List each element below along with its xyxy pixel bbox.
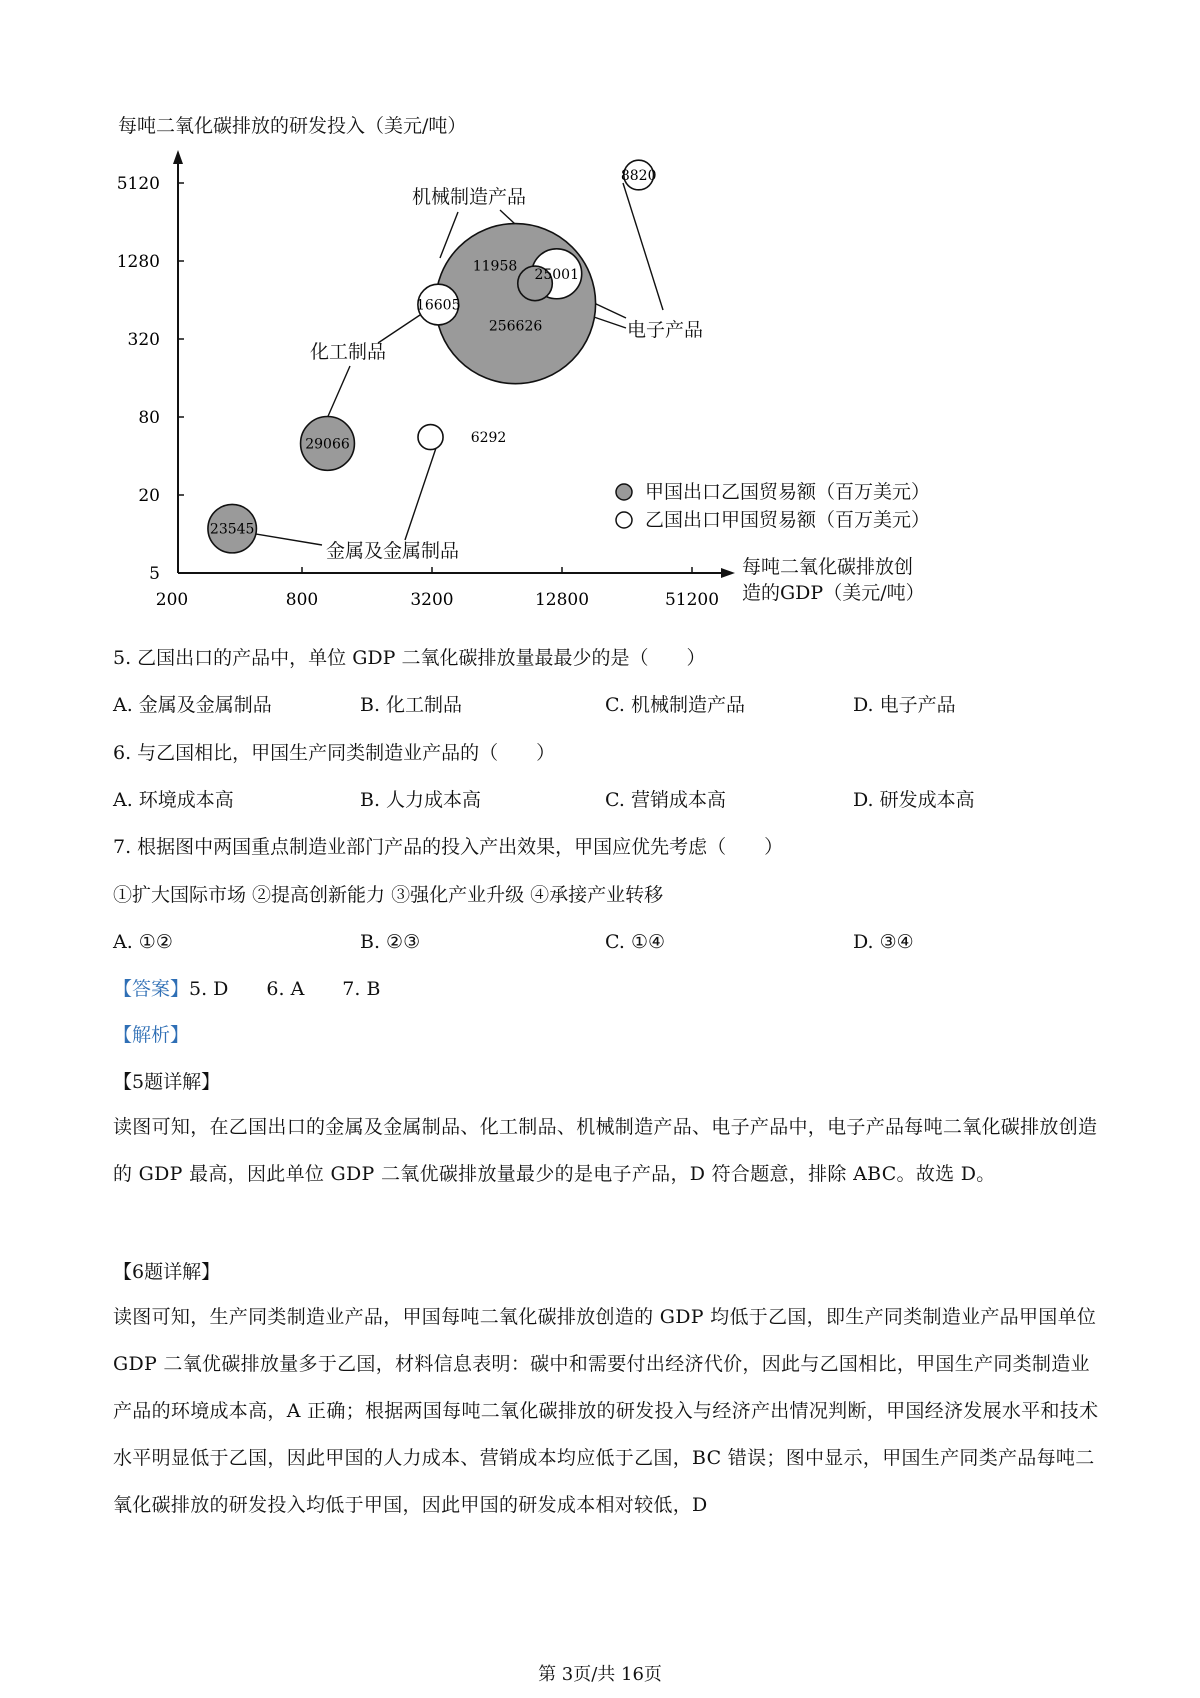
y-axis-label: 每吨二氧化碳排放的研发投入（美元/吨） — [118, 115, 467, 137]
legend-label-yi: 乙国出口甲国贸易额（百万美元） — [645, 509, 931, 531]
q7-option-b: B. ②③ — [360, 931, 421, 953]
q5-option-d: D. 电子产品 — [853, 694, 956, 716]
x-axis-label-line2: 造的GDP（美元/吨） — [742, 582, 925, 604]
legend-symbol-0 — [616, 484, 632, 500]
bubble-label-25001: 25001 — [534, 266, 579, 283]
y-tick-label: 5 — [149, 564, 160, 584]
y-tick-label: 80 — [138, 408, 160, 428]
q5-option-a: A. 金属及金属制品 — [113, 694, 272, 716]
y-tick-label: 1280 — [116, 252, 160, 272]
q6-detail-heading: 【6题详解】 — [113, 1261, 221, 1283]
q6-option-b: B. 人力成本高 — [360, 789, 482, 811]
x-tick-label: 51200 — [664, 590, 720, 610]
q6-option-d: D. 研发成本高 — [853, 789, 975, 811]
q5-option-c: C. 机械制造产品 — [605, 694, 745, 716]
y-axis-arrow — [173, 150, 183, 164]
bubbles — [208, 160, 657, 553]
bubble-label-8820: 8820 — [620, 168, 657, 185]
annotation-metals: 金属及金属制品 — [326, 540, 460, 562]
bubble-6292 — [418, 425, 443, 450]
bubble-label-16605: 16605 — [415, 297, 461, 314]
q5-detail-text: 读图可知，在乙国出口的金属及金属制品、化工制品、机械制造产品、电子产品中，电子产品每吨二氧化碳排放创造的 GDP 最高，因此单位 GDP 二氧优碳排放量最少的是电子产品，D 符合题意，排除 ABC。故选 D。 — [113, 1116, 1098, 1185]
x-tick-label: 3200 — [410, 590, 454, 610]
x-tick-label: 12800 — [534, 590, 590, 610]
legend — [616, 484, 632, 528]
analysis-tag: 【解析】 — [113, 1024, 190, 1046]
annotation-electronics: 电子产品 — [627, 319, 704, 341]
x-axis-label-line1: 每吨二氧化碳排放创 — [742, 556, 914, 578]
page-footer: 第 3页/共 16页 — [538, 1664, 662, 1685]
leader-lines — [244, 183, 663, 545]
legend-symbol-1 — [616, 512, 632, 528]
y-tick-label: 20 — [138, 486, 160, 506]
annotation-chemicals: 化工制品 — [310, 341, 387, 363]
answer-text: 5. D 6. A 7. B — [189, 978, 381, 1000]
question-6-stem: 6. 与乙国相比，甲国生产同类制造业产品的（ ） — [113, 742, 556, 764]
answer-tag: 【答案】 — [113, 978, 190, 1000]
leader-line — [623, 183, 663, 310]
q5-option-b: B. 化工制品 — [360, 694, 463, 716]
question-5-stem: 5. 乙国出口的产品中，单位 GDP 二氧化碳排放量最最少的是（ ） — [113, 647, 706, 669]
y-tick-label: 5120 — [116, 174, 160, 194]
annotation-machinery: 机械制造产品 — [412, 186, 527, 208]
answer-line — [113, 977, 380, 1001]
bubble-chart — [0, 0, 1200, 640]
x-tick-label: 200 — [155, 590, 189, 610]
leader-line — [594, 303, 626, 318]
question-7-stem: 7. 根据图中两国重点制造业部门产品的投入产出效果，甲国应优先考虑（ ） — [113, 836, 784, 858]
x-tick-label: 800 — [285, 590, 319, 610]
x-axis-arrow — [721, 568, 735, 578]
bubble-label-256626: 256626 — [488, 318, 543, 335]
bubble-label-6292: 6292 — [470, 430, 507, 447]
leader-line — [405, 448, 436, 540]
bubble-label-23545: 23545 — [209, 521, 255, 538]
q7-option-d: D. ③④ — [853, 931, 914, 953]
q6-option-a: A. 环境成本高 — [113, 789, 234, 811]
bubble-label-11958: 11958 — [472, 258, 518, 275]
q7-option-c: C. ①④ — [605, 931, 666, 953]
q6-option-c: C. 营销成本高 — [605, 789, 726, 811]
q6-detail-text: 读图可知，生产同类制造业产品，甲国每吨二氧化碳排放创造的 GDP 均低于乙国，即生产同类制造业产品甲国单位 GDP 二氧优碳排放量多于乙国，材料信息表明：碳中和需要付出经济代价，因此与乙国相比，甲国生产同类制造业产品的环境成本高，A 正确；根据两国每吨二氧化碳排放的研发投入与经济产出情况判断，甲国经济发展水平和技术水平明显低于乙国，因此甲国的人力成本、营销成本均应低于乙国，BC 错误；图中显示，甲国生产同类产品每吨二氧化碳排放的研发投入均低于甲国，因此甲国的研发成本相对较低，D — [113, 1306, 1099, 1516]
y-tick-label: 320 — [127, 330, 160, 350]
q5-detail-heading: 【5题详解】 — [113, 1071, 221, 1093]
legend-label-jia: 甲国出口乙国贸易额（百万美元） — [645, 481, 931, 503]
question-7-choices: ①扩大国际市场 ②提高创新能力 ③强化产业升级 ④承接产业转移 — [113, 884, 664, 906]
bubble-label-29066: 29066 — [305, 436, 350, 453]
q7-option-a: A. ①② — [113, 931, 173, 953]
